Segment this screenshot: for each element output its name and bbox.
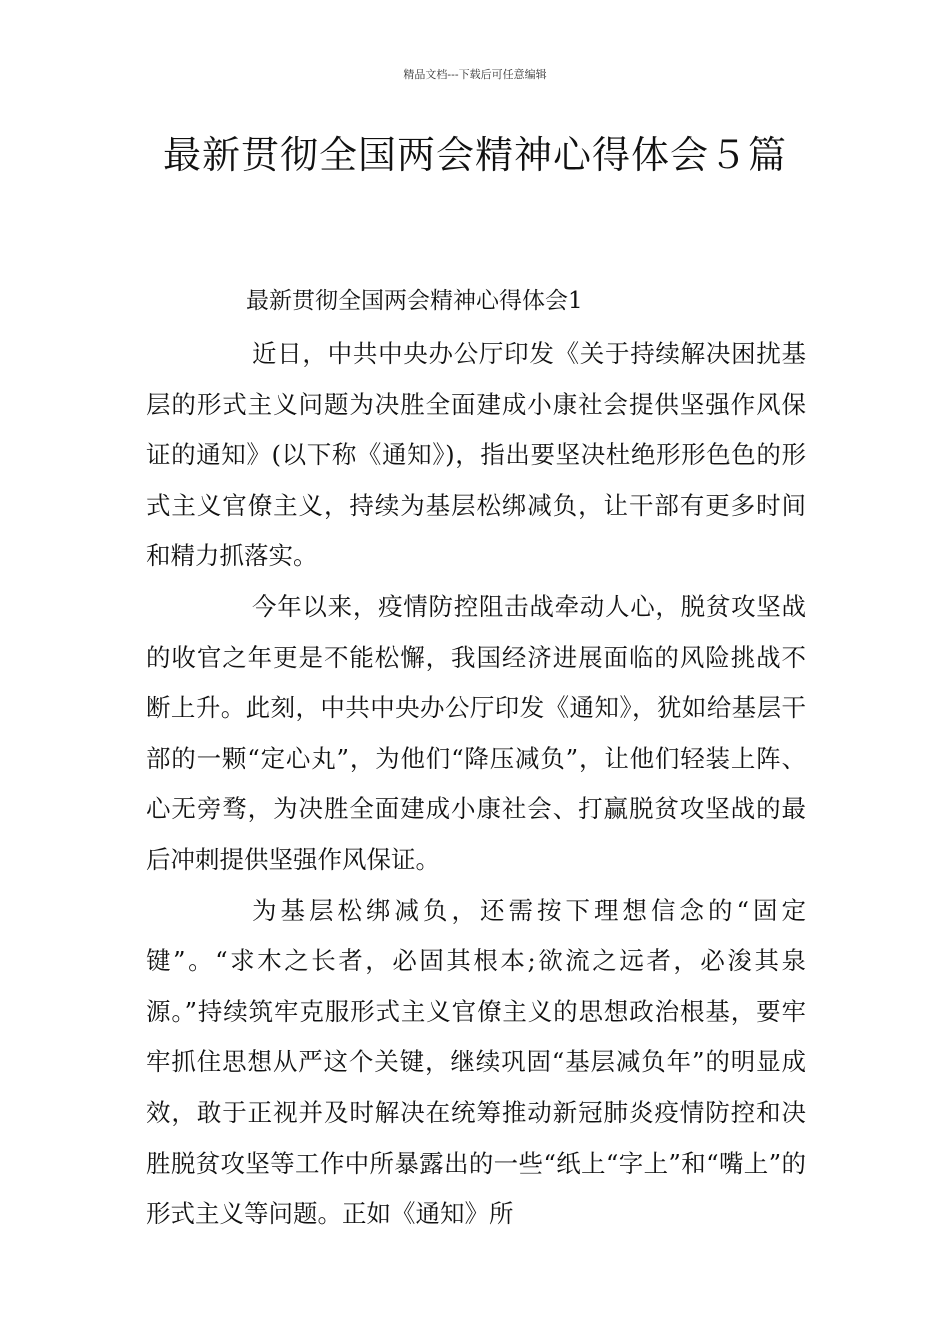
document-title: 最新贯彻全国两会精神心得体会５篇 — [162, 133, 787, 177]
paragraph: 为基层松绑减负，还需按下理想信念的“固定键”。“求木之长者，必固其根本;欲流之远者，必浚其泉源。”持续筑牢克服形式主义官僚主义的思想政治根基，要牢牢抓住思想从严这个关键，继续巩固“基层减负年”的明显成效，敢于正视并及时解决在统筹推动新冠肺炎疫情防控和决胜脱贫攻坚等工作中所暴露出的一些“纸上“字上”和“嘴上”的形式主义等问题。正如《通知》所 — [146, 895, 806, 1229]
header-note: 精品文档---下载后可任意编辑 — [403, 68, 547, 81]
paragraph: 今年以来，疫情防控阻击战牵动人心，脱贫攻坚战的收官之年更是不能松懈，我国经济进展面临的风险挑战不断上升。此刻，中共中央办公厅印发《通知》，犹如给基层干部的一颗“定心丸”，为他们“降压减负”，让他们轻装上阵、心无旁骛，为决胜全面建成小康社会、打赢脱贫攻坚战的最后冲刺提供坚强作风保证。 — [146, 591, 806, 874]
paragraph: 近日，中共中央办公厅印发《关于持续解决困扰基层的形式主义问题为决胜全面建成小康社会提供坚强作风保证的通知》(以下称《通知》)，指出要坚决杜绝形形色色的形式主义官僚主义，持续为基层松绑减负，让干部有更多时间和精力抓落实。 — [146, 339, 806, 571]
section-heading: 最新贯彻全国两会精神心得体会1 — [246, 288, 583, 314]
document-body — [146, 329, 806, 1240]
